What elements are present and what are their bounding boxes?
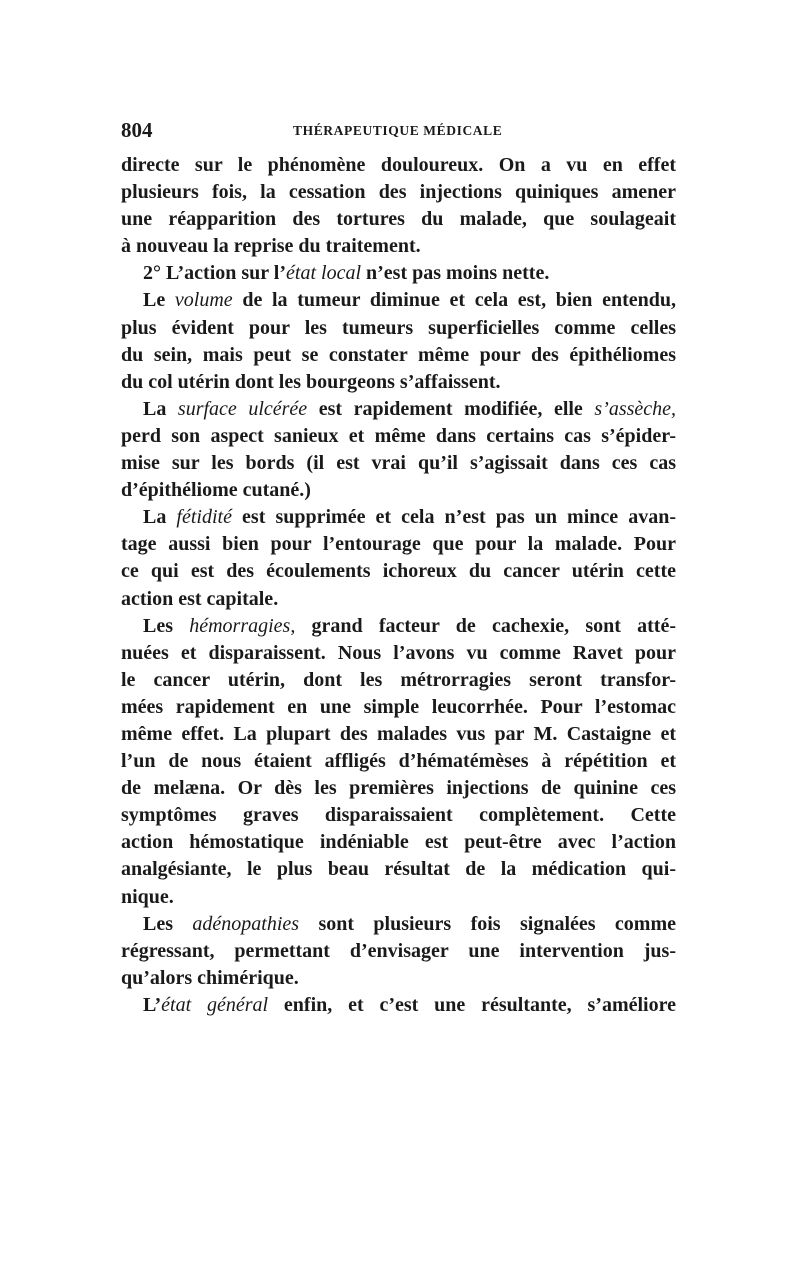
text-line	[121, 396, 676, 423]
text-line: régressant, permettant d’envisager une intervention jus-	[121, 939, 676, 962]
text-line: l’un de nous étaient affligés d’hématémèses à répétition et	[121, 750, 676, 773]
text-run: La	[143, 506, 177, 529]
text-line: nique.	[121, 885, 174, 908]
text-line: symptômes graves disparaissaient complètement. Cette	[121, 804, 676, 827]
text-line: ce qui est des écoulements ichoreux du cancer utérin cette	[121, 560, 676, 583]
text-line	[121, 504, 676, 531]
italic-term: état général	[161, 993, 269, 1016]
text-line: perd son aspect sanieux et même dans certains cas s’épider-	[121, 424, 676, 447]
text-line: qu’alors chimérique.	[121, 966, 299, 989]
text-line	[121, 260, 676, 287]
text-run: grand facteur de cachexie, sont atté-	[295, 614, 677, 637]
text-line: d’épithéliome cutané.)	[121, 479, 311, 502]
italic-term: surface ulcérée	[177, 397, 308, 420]
text-line: à nouveau la reprise du traitement.	[121, 235, 421, 258]
italic-term: fétidité	[176, 506, 232, 529]
text-line: nuées et disparaissent. Nous l’avons vu comme Ravet pour	[121, 641, 676, 664]
italic-term: s’assèche,	[594, 397, 677, 420]
text-line: action hémostatique indéniable est peut-être avec l’action	[121, 831, 676, 854]
text-line: plus évident pour les tumeurs superficielles comme celles	[121, 316, 676, 339]
text-line: analgésiante, le plus beau résultat de la médication qui-	[121, 858, 676, 881]
text-run: L’	[143, 993, 162, 1016]
text-line	[121, 287, 676, 314]
text-run: 2° L’action sur l’	[143, 262, 287, 285]
text-run: Le	[143, 289, 175, 312]
text-run: n’est pas moins nette.	[361, 262, 550, 285]
text-line: le cancer utérin, dont les métrorragies seront transfor-	[121, 668, 676, 691]
italic-term: volume	[174, 289, 233, 312]
italic-term: état local	[286, 262, 362, 285]
text-run: Les	[143, 614, 190, 637]
text-line: plusieurs fois, la cessation des injections quiniques amener	[121, 181, 676, 204]
text-line	[121, 992, 676, 1019]
text-run: La	[143, 397, 178, 420]
text-line	[121, 613, 676, 640]
text-line: mées rapidement en une simple leucorrhée. Pour l’estomac	[121, 695, 676, 718]
text-run: sont plusieurs fois signalées comme	[299, 912, 676, 935]
text-line: tage aussi bien pour l’entourage que pour la malade. Pour	[121, 533, 676, 556]
text-run: est supprimée et cela n’est pas un mince avan-	[231, 506, 676, 529]
running-title: THÉRAPEUTIQUE MÉDICALE	[293, 123, 503, 138]
text-run: Les	[143, 912, 193, 935]
text-run: est rapidement modifiée, elle	[307, 397, 595, 420]
text-run: enfin, et c’est une résultante, s’améliore	[268, 993, 676, 1016]
text-line: action est capitale.	[121, 587, 279, 610]
text-line: du col utérin dont les bourgeons s’affaissent.	[121, 370, 501, 393]
text-run: de la tumeur diminue et cela est, bien entendu,	[232, 289, 676, 312]
text-line: une réapparition des tortures du malade, que soulageait	[121, 208, 676, 231]
text-line: de melæna. Or dès les premières injections de quinine ces	[121, 777, 676, 800]
text-line: mise sur les bords (il est vrai qu’il s’agissait dans ces cas	[121, 452, 676, 475]
page-number: 804	[121, 118, 153, 142]
italic-term: adénopathies	[192, 912, 300, 935]
body-text	[121, 152, 676, 1019]
text-line: du sein, mais peut se constater même pour des épithéliomes	[121, 343, 676, 366]
italic-term: hémorragies,	[189, 614, 296, 637]
text-line	[121, 911, 676, 938]
text-line: même effet. La plupart des malades vus par M. Castaigne et	[121, 722, 676, 745]
text-line: directe sur le phénomène douloureux. On a vu en effet	[121, 154, 676, 176]
page-header	[121, 118, 676, 144]
